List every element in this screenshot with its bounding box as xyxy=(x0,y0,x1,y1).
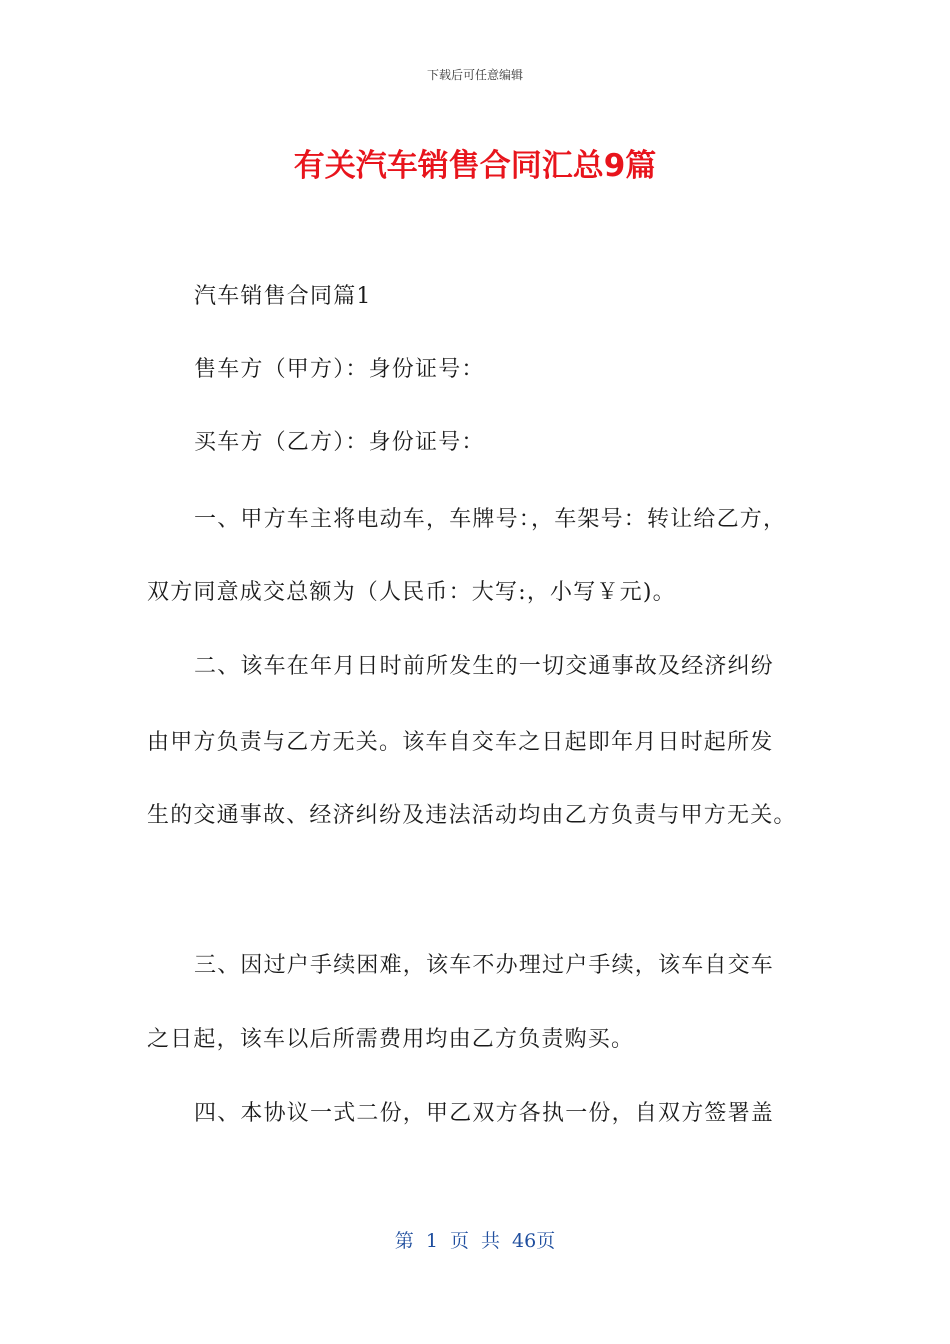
section-heading: 汽车销售合同篇1 xyxy=(194,284,372,309)
seller-line: 售车方（甲方）：身份证号： xyxy=(194,357,485,382)
clause-1-line-2: 双方同意成交总额为（人民币：大写:，小写￥元)。 xyxy=(147,580,676,605)
clause-2-line-1: 二、该车在年月日时前所发生的一切交通事故及经济纠纷 xyxy=(194,654,775,679)
document-title: 有关汽车销售合同汇总9篇 xyxy=(293,148,657,184)
clause-4-line-1: 四、本协议一式二份，甲乙双方各执一份，自双方签署盖 xyxy=(194,1101,775,1126)
clause-3-line-2: 之日起，该车以后所需费用均由乙方负责购买。 xyxy=(147,1027,635,1052)
buyer-line: 买车方（乙方）：身份证号： xyxy=(194,430,485,455)
page-footer: 第 1 页 共 46页 xyxy=(394,1230,556,1252)
clause-2-line-3: 生的交通事故、经济纠纷及违法活动均由乙方负责与甲方无关。 xyxy=(147,803,797,828)
header-note: 下载后可任意编辑 xyxy=(426,68,523,82)
clause-1-line-1: 一、甲方车主将电动车，车牌号：，车架号：转让给乙方， xyxy=(194,507,787,532)
clause-2-line-2: 由甲方负责与乙方无关。该车自交车之日起即年月日时起所发 xyxy=(147,730,774,755)
clause-3-line-1: 三、因过户手续困难，该车不办理过户手续，该车自交车 xyxy=(194,953,775,978)
